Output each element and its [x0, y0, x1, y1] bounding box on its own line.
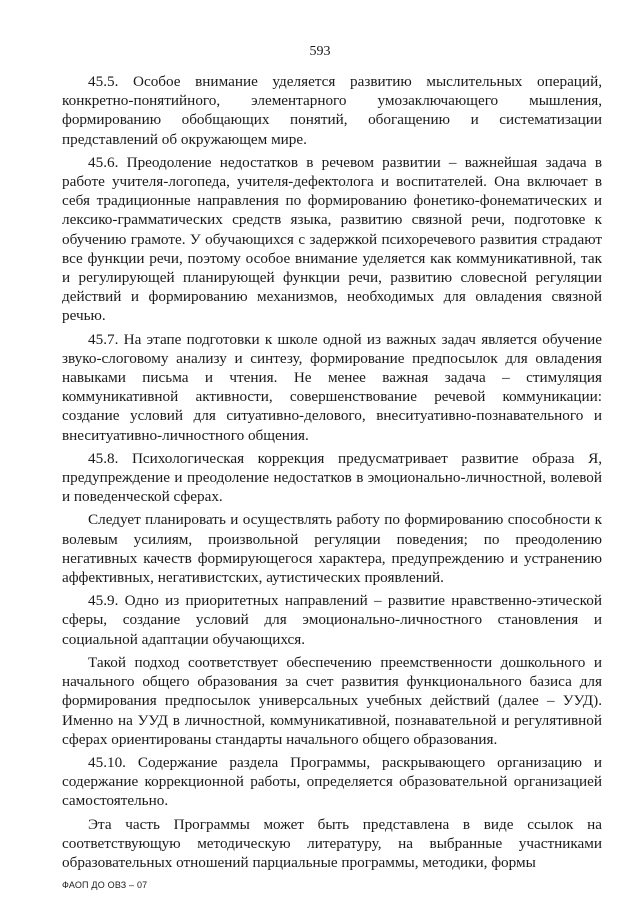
- paragraph-45-10: 45.10. Содержание раздела Программы, раскрывающего организацию и содержание коррекционной работы, определяется образовательной организацией самостоятельно.: [62, 753, 602, 810]
- paragraph-45-9-cont: Такой подход соответствует обеспечению преемственности дошкольного и начального общего образования за счет развития функционального базиса для формирования предпосылок универсальных учебных действий (далее – УУД). Именно на УУД в личностной, коммуникативной, познавательной и регулятивной сферах ориентированы стандарты начального общего образования.: [62, 653, 602, 748]
- paragraph-45-8-cont: Следует планировать и осуществлять работу по формированию способности к волевым усилиям, произвольной регуляции поведения; по преодолению негативных качеств формирующегося характера, предупреждению и устранению аффективных, негативистских, аутистических проявлений.: [62, 511, 602, 587]
- document-footer: ФАОП ДО ОВЗ – 07: [62, 880, 148, 890]
- paragraph-45-9: 45.9. Одно из приоритетных направлений – развитие нравственно-этической сферы, создание условий для эмоционально-личностного становления и социальной адаптации обучающихся.: [62, 592, 602, 648]
- paragraph-45-5: 45.5. Особое внимание уделяется развитию мыслительных операций, конкретно-понятийного, элементарного умозаключающего мышления, формированию обобщающих понятий, обогащению и систематизации представлений об окружающем мире.: [62, 73, 602, 148]
- paragraph-45-10-cont: Эта часть Программы может быть представлена в виде ссылок на соответствующую методическую литературу, на выбранные участниками образовательных отношений парциальные программы, методики, формы: [62, 815, 602, 871]
- page-number: 593: [309, 44, 331, 59]
- paragraph-45-8: 45.8. Психологическая коррекция предусматривает развитие образа Я, предупреждение и преодоление недостатков в эмоционально-личностной, волевой и поведенческой сферах.: [62, 449, 602, 506]
- document-body: [62, 72, 602, 876]
- paragraph-45-7: 45.7. На этапе подготовки к школе одной из важных задач является обучение звуко-слоговому анализу и синтезу, формирование предпосылок для овладения навыками письма и чтения. Не менее важная задача – стимуляция коммуникативной активности, совершенствование речевой коммуникации: создание условий для ситуативно-делового, внеситуативно-познавательного и внеситуативно-личностного общения.: [62, 330, 602, 444]
- paragraph-45-6: 45.6. Преодоление недостатков в речевом развитии – важнейшая задача в работе учителя-логопеда, учителя-дефектолога и воспитателей. Она включает в себя традиционные направления по формированию фонетико-фонематических и лексико-грамматических средств языка, развитию связной речи, подготовке к обучению грамоте. У обучающихся с задержкой психоречевого развития страдают все функции речи, поэтому особое внимание уделяется как коммуникативной, так и регулирующей планирующей функции речи, развитию словесной регуляции действий и формированию механизмов, необходимых для овладения связной речью.: [62, 153, 602, 325]
